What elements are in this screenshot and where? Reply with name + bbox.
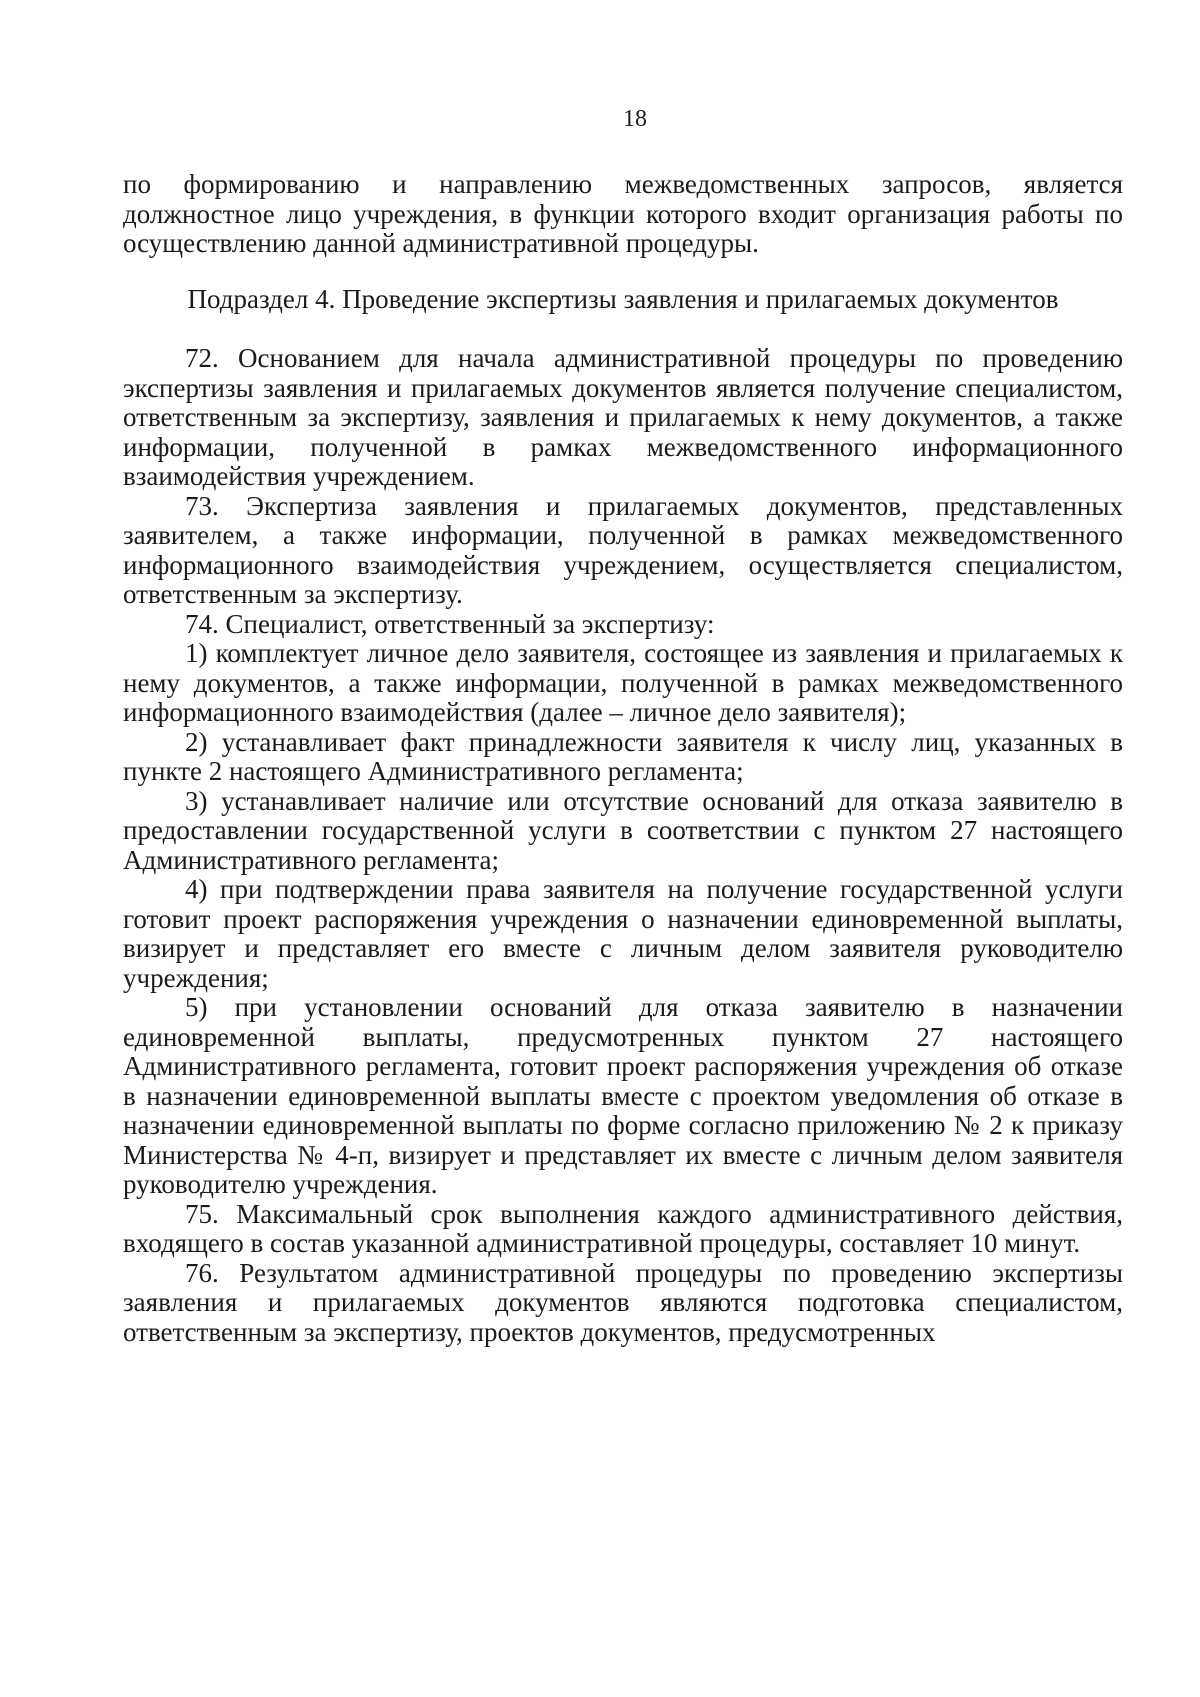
document-body xyxy=(123,170,1123,1347)
list-item-74-2: 2) устанавливает факт принадлежности заявителя к числу лиц, указанных в пункте 2 настоящего Административного регламента; xyxy=(123,726,1123,786)
subsection-heading: Подраздел 4. Проведение экспертизы заявления и прилагаемых документов xyxy=(187,283,1059,314)
paragraph-75: 75. Максимальный срок выполнения каждого административного действия, входящего в состав указанной административной процедуры, составляет 10 минут. xyxy=(123,1198,1123,1258)
list-item-74-3: 3) устанавливает наличие или отсутствие оснований для отказа заявителю в предоставлении государственной услуги в соответствии с пунктом 27 настоящего Административного регламента; xyxy=(123,785,1123,875)
paragraph-73: 73. Экспертиза заявления и прилагаемых документов, представленных заявителем, а также информации, полученной в рамках межведомственного информационного взаимодействия учреждением, осуществляется специалистом, ответственным за экспертизу. xyxy=(123,490,1123,609)
paragraph-76: 76. Результатом административной процедуры по проведению экспертизы заявления и прилагаемых документов являются подготовка специалистом, ответственным за экспертизу, проектов документов, предусмотренных xyxy=(123,1257,1123,1347)
list-item-74-1: 1) комплектует личное дело заявителя, состоящее из заявления и прилагаемых к нему документов, а также информации, полученной в рамках межведомственного информационного взаимодействия (далее – личное дело заявителя); xyxy=(123,638,1123,727)
page-number: 18 xyxy=(623,106,647,132)
paragraph-72: 72. Основанием для начала административной процедуры по проведению экспертизы заявления и прилагаемых документов является получение специалистом, ответственным за экспертизу, заявления и прилагаемых к нему документов, а также информации, полученной в рамках межведомственного информационного взаимодействия учреждением. xyxy=(123,343,1123,491)
paragraph-continuation: по формированию и направлению межведомственных запросов, является должностное лицо учреждения, в функции которого входит организация работы по осуществлению данной административной процедуры. xyxy=(123,169,1123,258)
list-item-74-4: 4) при подтверждении права заявителя на получение государственной услуги готовит проект распоряжения учреждения о назначении единовременной выплаты, визирует и представляет его вместе с личным делом заявителя руководителю учреждения; xyxy=(123,874,1123,993)
paragraph-74: 74. Специалист, ответственный за экспертизу: xyxy=(185,608,715,639)
list-item-74-5: 5) при установлении оснований для отказа заявителю в назначении единовременной выплаты, предусмотренных пунктом 27 настоящего Административного регламента, готовит проект распоряжения учреждения об отказе в назначении единовременной выплаты вместе с проектом уведомления об отказе в назначении единовременной выплаты по форме согласно приложению № 2 к приказу Министерства № 4-п, визирует и представляет их вместе с личным делом заявителя руководителю учреждения. xyxy=(123,992,1123,1199)
